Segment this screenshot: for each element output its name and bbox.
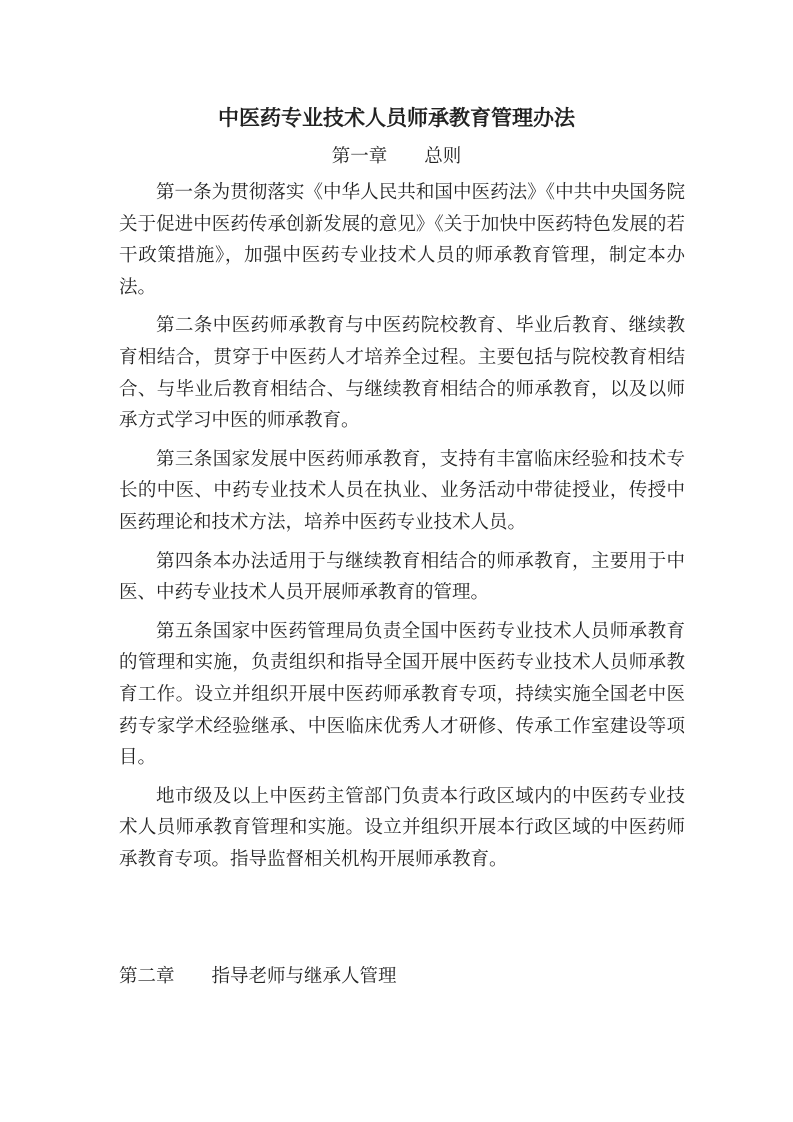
article-5-continued-paragraph: 地市级及以上中医药主管部门负责本行政区域内的中医药专业技术人员师承教育管理和实施。设立并组织开展本行政区域的中医药师承教育专项。指导监督相关机构开展师承教育。 [119,785,685,870]
article-1-paragraph: 第一条为贯彻落实《中华人民共和国中医药法》《中共中央国务院关于促进中医药传承创新发展的意见》《关于加快中医药特色发展的若干政策措施》，加强中医药专业技术人员的师承教育管理，制定本办法。 [119,182,685,298]
article-2-paragraph: 第二条中医药师承教育与中医药院校教育、毕业后教育、继续教育相结合，贯穿于中医药人才培养全过程。主要包括与院校教育相结合、与毕业后教育相结合、与继续教育相结合的师承教育，以及以师承方式学习中医的师承教育。 [119,315,685,432]
article-5-paragraph: 第五条国家中医药管理局负责全国中医药专业技术人员师承教育的管理和实施，负责组织和指导全国开展中医药专业技术人员师承教育工作。设立并组织开展中医药师承教育专项，持续实施全国老中医药专家学术经验继承、中医临床优秀人才研修、传承工作室建设等项目。 [119,620,685,769]
chapter-heading-1: 第一章 总则 [331,146,462,167]
chapter-heading-2: 第二章 指导老师与继承人管理 [119,966,397,987]
article-4-paragraph: 第四条本办法适用于与继续教育相结合的师承教育，主要用于中医、中药专业技术人员开展师承教育的管理。 [119,550,685,604]
document-title: 中医药专业技术人员师承教育管理办法 [218,105,575,130]
article-3-paragraph: 第三条国家发展中医药师承教育，支持有丰富临床经验和技术专长的中医、中药专业技术人员在执业、业务活动中带徒授业，传授中医药理论和技术方法，培养中医药专业技术人员。 [119,448,685,533]
document-body [119,177,685,882]
